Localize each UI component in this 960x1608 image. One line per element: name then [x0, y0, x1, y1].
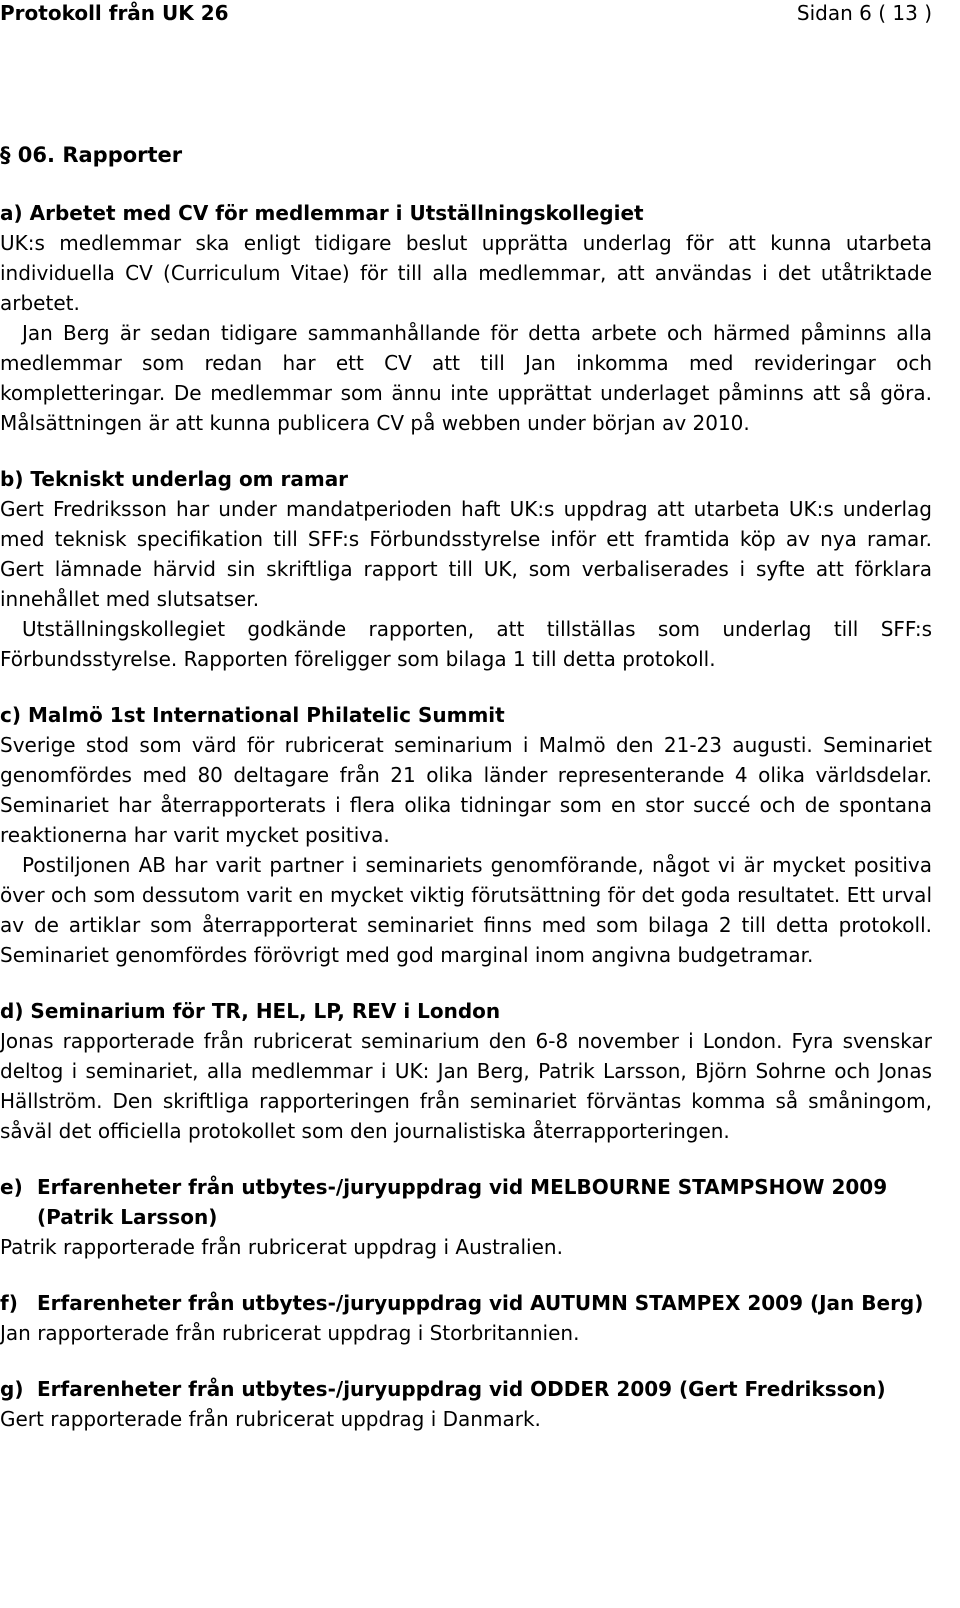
- subsection-f: [0, 1288, 932, 1348]
- subsection-a-paragraph-2: Jan Berg är sedan tidigare sammanhållande för detta arbete och härmed påminns alla medlemmar som redan har ett CV att till Jan inkomma med revideringar och kompletteringar. De medlemmar som ännu inte upprättat underlaget påminns att så göra. Målsättningen är att kunna publicera CV på webben under början av 2010.: [0, 321, 932, 435]
- subsection-c: [0, 700, 932, 970]
- subsection-f-heading: [0, 1288, 932, 1318]
- subsection-f-label: f): [0, 1291, 18, 1315]
- document-body: [0, 198, 932, 1460]
- subsection-d-paragraph-1: Jonas rapporterade från rubricerat seminarium den 6-8 november i London. Fyra svenskar deltog i seminariet, alla medlemmar i UK: Jan Berg, Patrik Larsson, Björn Sohrne och Jonas Hällström. Den skriftliga rapporteringen från seminariet förväntas komma så småningom, såväl det officiella protokollet som den journalistiska återrapporteringen.: [0, 1029, 932, 1143]
- subsection-f-heading-text: Erfarenheter från utbytes-/juryuppdrag vid AUTUMN STAMPEX 2009 (Jan Berg): [37, 1291, 924, 1315]
- subsection-c-paragraph-1: Sverige stod som värd för rubricerat seminarium i Malmö den 21-23 augusti. Seminariet genomfördes med 80 deltagare från 21 olika länder representerande 4 olika världsdelar. Seminariet har återrapporterats i flera olika tidningar som en stor succé och de spontana reaktionerna har varit mycket positiva.: [0, 733, 932, 847]
- subsection-g-paragraph-1: Gert rapporterade från rubricerat uppdrag i Danmark.: [0, 1407, 541, 1431]
- document-title: Protokoll från UK 26: [0, 1, 229, 25]
- subsection-e-label: e): [0, 1175, 23, 1199]
- subsection-a-paragraph-1: UK:s medlemmar ska enligt tidigare beslut upprätta underlag för att kunna utarbeta individuella CV (Curriculum Vitae) för till alla medlemmar, att användas i det utåtriktade arbetet.: [0, 231, 932, 315]
- subsection-b-paragraph-1: Gert Fredriksson har under mandatperioden haft UK:s uppdrag att utarbeta UK:s underlag med teknisk specifikation till SFF:s Förbundsstyrelse inför ett framtida köp av nya ramar. Gert lämnade härvid sin skriftliga rapport till UK, som verbaliserades i syfte att förklara innehållet med slutsatser.: [0, 497, 932, 611]
- page-header: [0, 0, 932, 30]
- subsection-g-heading: [0, 1374, 932, 1404]
- subsection-b-heading: b) Tekniskt underlag om ramar: [0, 467, 349, 491]
- subsection-e-heading: [0, 1172, 932, 1232]
- subsection-d-heading: d) Seminarium för TR, HEL, LP, REV i London: [0, 999, 501, 1023]
- subsection-a: [0, 198, 932, 438]
- page-number: Sidan 6 ( 13 ): [796, 1, 932, 25]
- subsection-d: [0, 996, 932, 1146]
- subsection-g-heading-text: Erfarenheter från utbytes-/juryuppdrag vid ODDER 2009 (Gert Fredriksson): [37, 1377, 886, 1401]
- subsection-g: [0, 1374, 932, 1434]
- subsection-e-paragraph-1: Patrik rapporterade från rubricerat uppdrag i Australien.: [0, 1235, 563, 1259]
- subsection-e-heading-text: Erfarenheter från utbytes-/juryuppdrag vid MELBOURNE STAMPSHOW 2009 (Patrik Larsson): [37, 1175, 888, 1229]
- section-title: § 06. Rapporter: [0, 143, 183, 167]
- subsection-g-label: g): [0, 1377, 24, 1401]
- subsection-b: [0, 464, 932, 674]
- subsection-b-paragraph-2: Utställningskollegiet godkände rapporten, att tillställas som underlag till SFF:s Förbundsstyrelse. Rapporten föreligger som bilaga 1 till detta protokoll.: [0, 617, 932, 671]
- subsection-a-heading: a) Arbetet med CV för medlemmar i Utställningskollegiet: [0, 201, 644, 225]
- subsection-c-paragraph-2: Postiljonen AB har varit partner i seminariets genomförande, något vi är mycket positiva över och som dessutom varit en mycket viktig förutsättning för det goda resultatet. Ett urval av de artiklar som återrapporterat seminariet finns med som bilaga 2 till detta protokoll. Seminariet genomfördes förövrigt med god marginal inom angivna budgetramar.: [0, 853, 932, 967]
- subsection-c-heading: c) Malmö 1st International Philatelic Summit: [0, 703, 505, 727]
- subsection-e: [0, 1172, 932, 1262]
- subsection-f-paragraph-1: Jan rapporterade från rubricerat uppdrag i Storbritannien.: [0, 1321, 580, 1345]
